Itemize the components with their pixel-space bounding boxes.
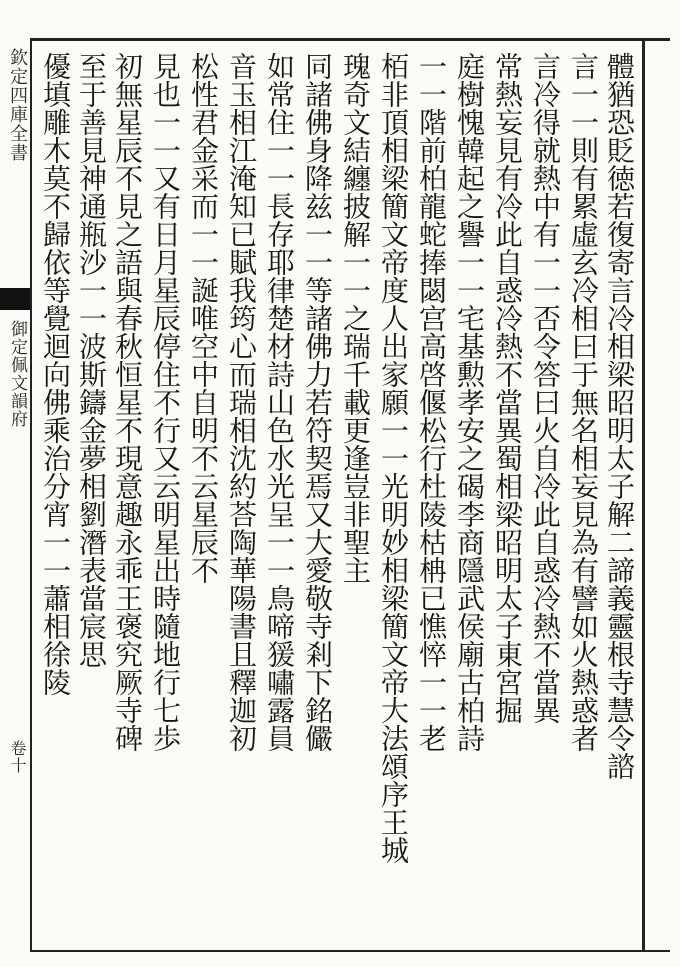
text-column-16: 優填雕木莫不歸依等覺迴向佛乘治分宵一一蕭相徐陵 [39,52,72,696]
text-column-12: 松性君金采而一一誕唯空中自明不云星辰不 [187,52,220,584]
frame-right-border [642,38,645,952]
text-column-3: 言冷得就熱中有一一否令答曰火自冷此自惑冷熱不當異 [529,52,562,724]
text-column-9: 同諸佛身降兹一一等諸佛力若符契焉又大愛敬寺剎下銘儼 [301,52,334,752]
text-column-2: 言一一則有累虛玄冷相曰于無名相妄見為有譬如火熱惑者 [567,52,600,752]
text-column-7: 栢非頂相梁簡文帝度人出家願一一光明妙相梁簡文帝大法頌序王城 [377,52,410,864]
frame-top-border [30,38,670,41]
frame-bottom-border [30,950,670,952]
text-column-15: 至于善見神通瓶沙一一波斯鑄金夢相劉潛表當宸思 [75,52,108,668]
section-title: 御定佩文韻府 [7,320,27,428]
text-column-13: 見也一一又有日月星辰停住不行又云明星出時隨地行七歩 [149,52,182,752]
text-column-8: 瑰奇文結纏披解一一之瑞千載更逢豈非聖主 [339,52,372,584]
text-column-5: 庭樹愧韓起之譽一一宅基勲孝安之碣李商隱武侯廟古柏詩 [453,52,486,752]
text-column-10: 如常住一一長存耶律楚材詩山色水光呈一一鳥啼猨嘯露員 [263,52,296,752]
text-column-4: 常熱妄見有冷此自惑冷熱不當異蜀相梁昭明太子東宮掘 [491,52,524,724]
page-mark: 卷十 [8,740,27,774]
text-column-1: 體猶恐貶徳若復寄言冷相梁昭明太子解二諦義靈根寺慧令諮 [603,52,636,780]
frame-left-border [30,38,32,952]
text-column-6: 一一階前柏龍蛇捧閟宫高啓偃松行杜陵枯柟已憔悴一一老 [415,52,448,752]
text-column-11: 音玉相江淹知已賦我筠心而瑞相沈約荅陶華陽書且釋迦初 [225,52,258,752]
text-column-14: 初無星辰不見之語與春秋恒星不現意趣永乖王褒究厥寺碑 [111,52,144,752]
book-title: 欽定四庫全書 [7,48,28,162]
fold-marker [0,288,30,310]
